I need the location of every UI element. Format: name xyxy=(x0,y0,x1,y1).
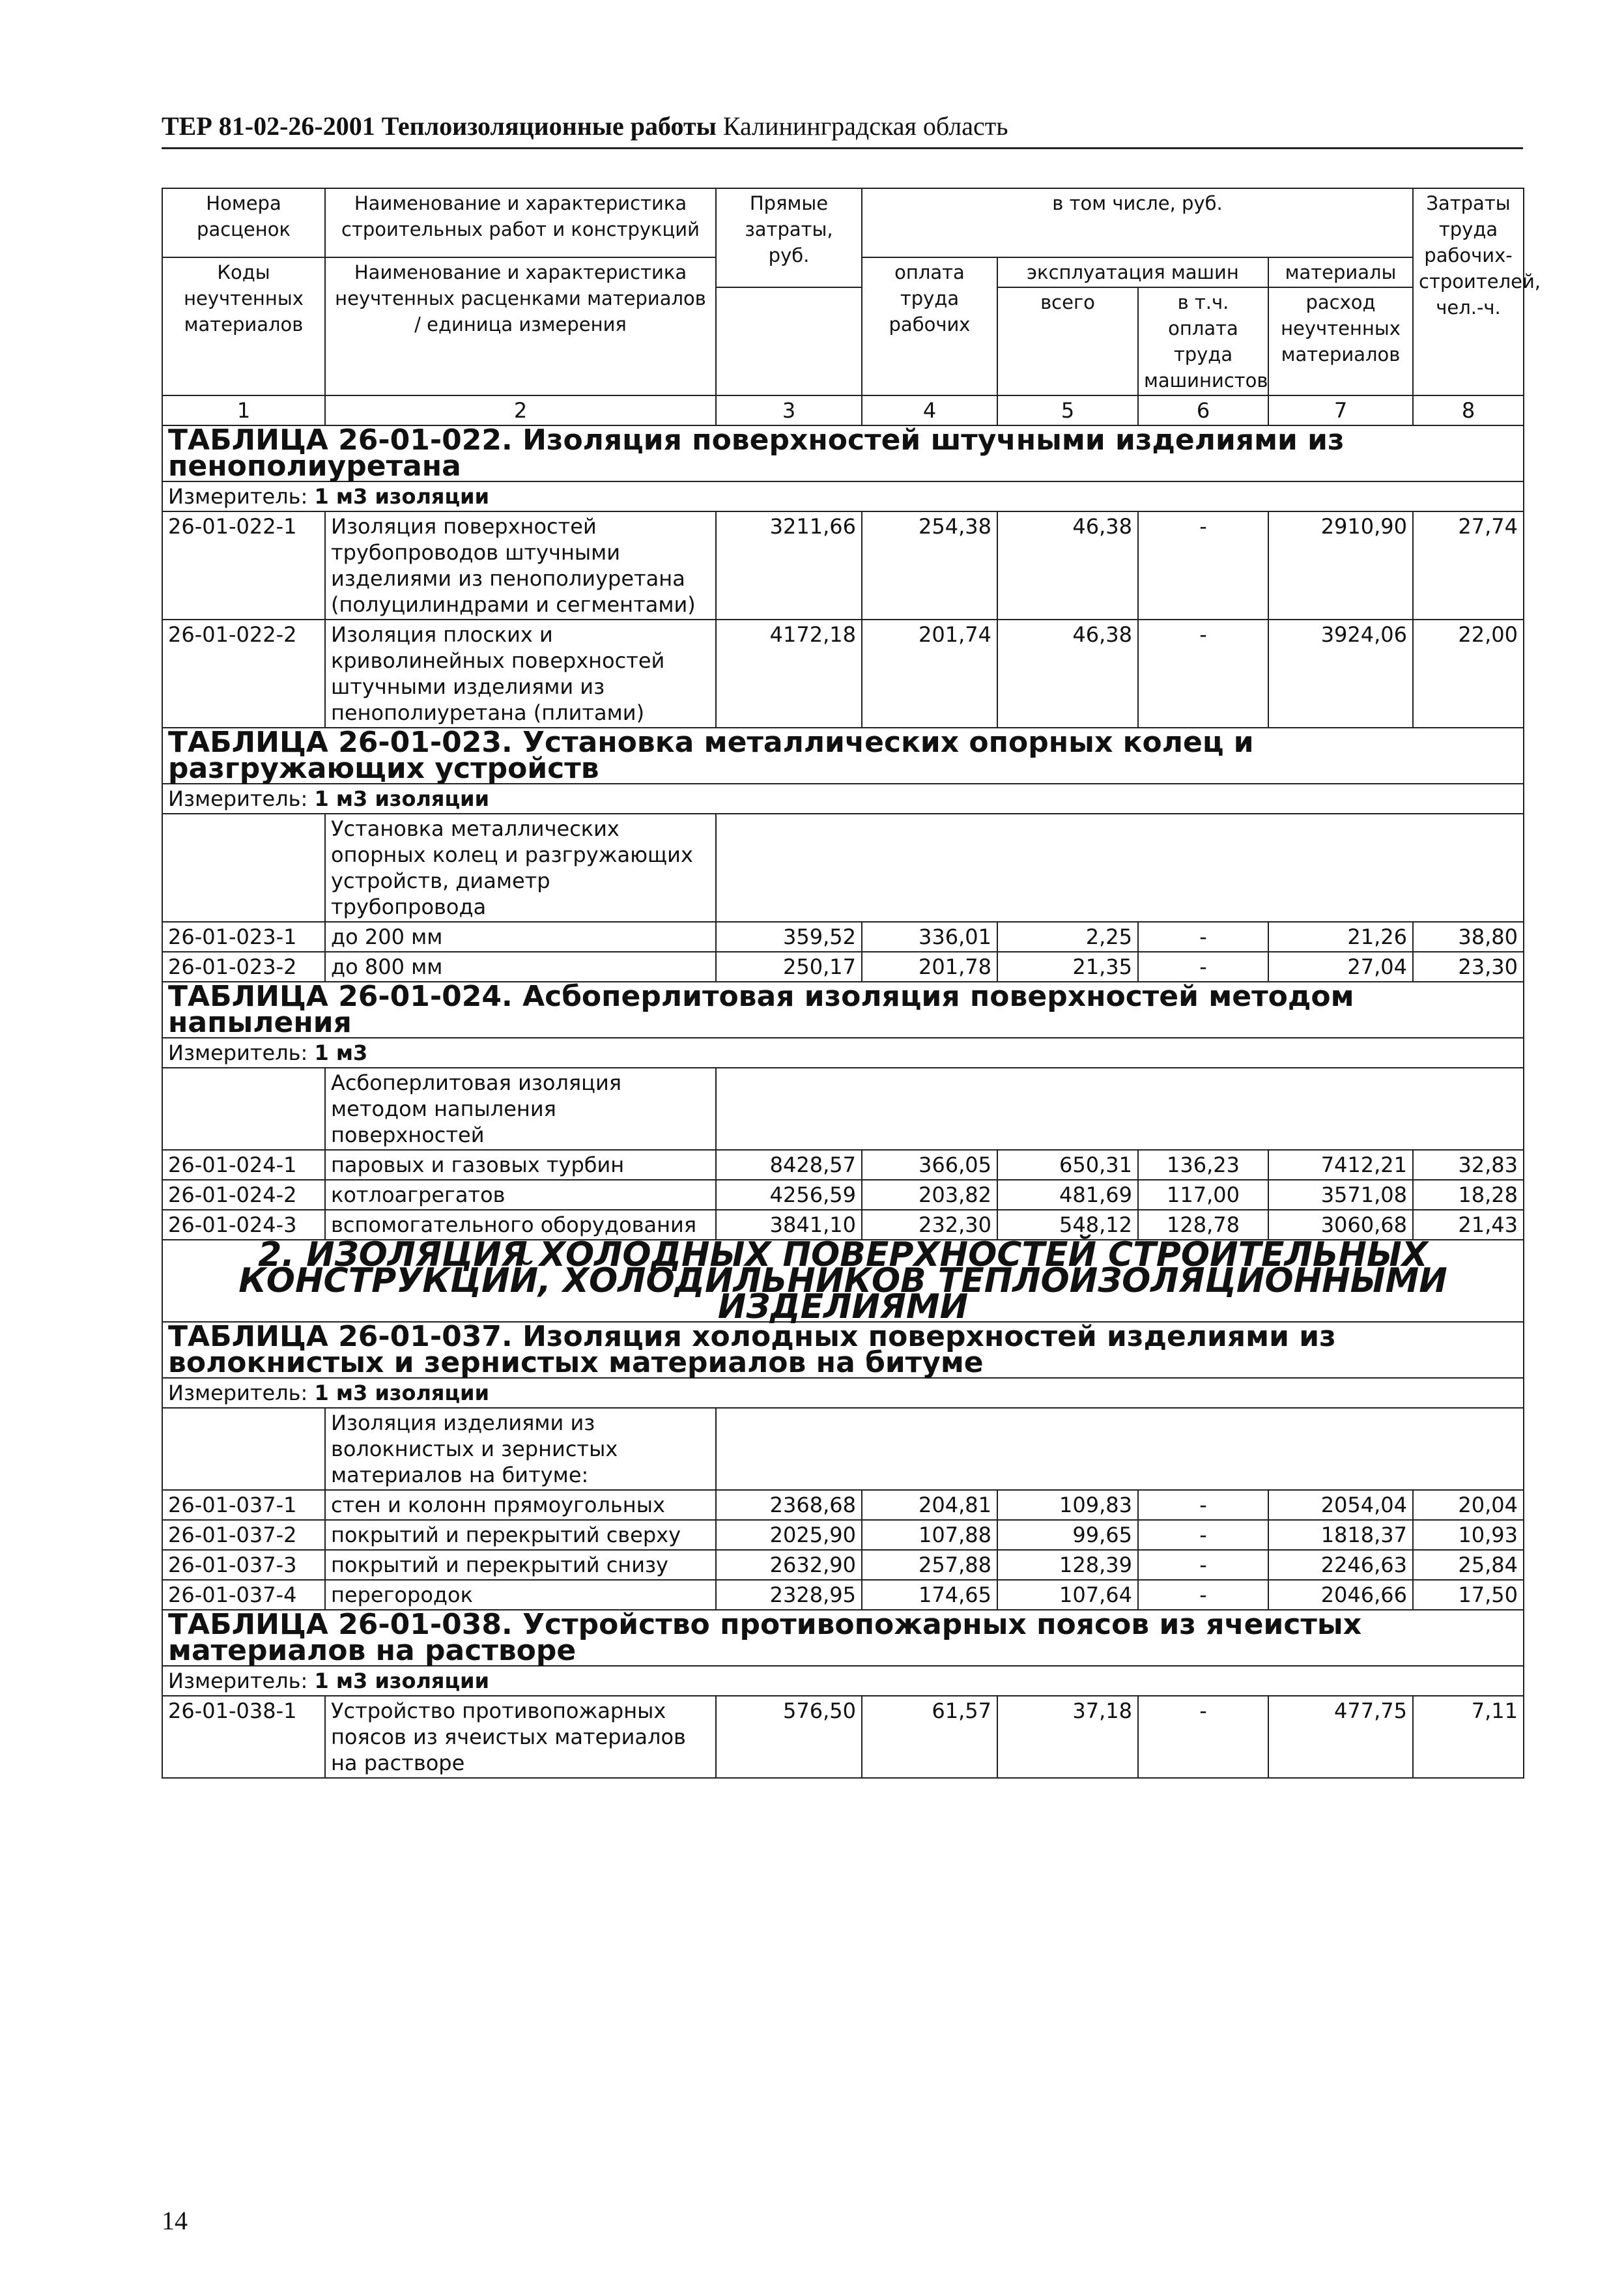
labor-pay: 232,30 xyxy=(862,1210,997,1240)
labor-hours: 10,93 xyxy=(1413,1520,1524,1550)
incl-header: в том числе, руб. xyxy=(862,188,1413,257)
header-title-bold: ТЕР 81-02-26-2001 Теплоизоляционные работы xyxy=(162,111,717,141)
labor-pay: 61,57 xyxy=(862,1696,997,1778)
meter-value: 1 м3 xyxy=(314,1040,368,1065)
column-number: 4 xyxy=(862,395,997,425)
group-empty-cell xyxy=(716,1408,1524,1490)
direct-costs: 2368,68 xyxy=(716,1490,862,1520)
table-section-title xyxy=(162,728,1524,784)
machines-total: 109,83 xyxy=(997,1490,1138,1520)
labor-pay: 254,38 xyxy=(862,511,997,620)
meter-row xyxy=(162,1378,1524,1408)
labor-pay: 366,05 xyxy=(862,1150,997,1180)
section-title-text: Устройство противопожарных поясов из ячеистых материалов на растворе xyxy=(168,1608,1362,1667)
labor-hours: 25,84 xyxy=(1413,1550,1524,1580)
rate-code: 26-01-038-1 xyxy=(162,1696,325,1778)
column-number: 8 xyxy=(1413,395,1524,425)
col6-header: в т.ч. оплата труда машинистов xyxy=(1138,287,1268,395)
col4-header: оплата труда рабочих xyxy=(862,257,997,395)
group-label: Изоляция изделиями из волокнистых и зернистых материалов на битуме: xyxy=(325,1408,716,1490)
machinist-pay: - xyxy=(1138,1580,1268,1610)
labor-pay: 174,65 xyxy=(862,1580,997,1610)
direct-costs: 4172,18 xyxy=(716,620,862,728)
section-prefix: ТАБЛИЦА xyxy=(168,1608,328,1641)
materials-cost: 3924,06 xyxy=(1268,620,1413,728)
table-section-title-row xyxy=(162,1322,1524,1378)
materials-cost: 1818,37 xyxy=(1268,1520,1413,1550)
labor-pay: 201,74 xyxy=(862,620,997,728)
labor-hours: 18,28 xyxy=(1413,1180,1524,1210)
machinist-pay: - xyxy=(1138,1520,1268,1550)
group-empty-cell xyxy=(162,1408,325,1490)
machinist-pay: - xyxy=(1138,620,1268,728)
machinist-pay: - xyxy=(1138,922,1268,952)
table-section-title xyxy=(162,982,1524,1038)
table-row xyxy=(162,1520,1524,1550)
meter-label: Измеритель: xyxy=(168,1668,308,1693)
column-number: 7 xyxy=(1268,395,1413,425)
section-code: 26-01-038. xyxy=(338,1608,513,1641)
part-heading: 2. ИЗОЛЯЦИЯ ХОЛОДНЫХ ПОВЕРХНОСТЕЙ СТРОИТЕЛЬНЫХ КОНСТРУКЦИЙ, ХОЛОДИЛЬНИКОВ ТЕПЛОИЗОЛЯЦИОННЫМИ ИЗДЕЛИЯМИ xyxy=(162,1240,1524,1322)
rate-name: перегородок xyxy=(325,1580,716,1610)
meter-label: Измеритель: xyxy=(168,786,308,811)
machinist-pay: 117,00 xyxy=(1138,1180,1268,1210)
machinist-pay: - xyxy=(1138,1490,1268,1520)
meter-cell xyxy=(162,481,1524,511)
meter-cell xyxy=(162,1666,1524,1696)
labor-pay: 257,88 xyxy=(862,1550,997,1580)
meter-label: Измеритель: xyxy=(168,1040,308,1065)
rate-name: паровых и газовых турбин xyxy=(325,1150,716,1180)
rates-table xyxy=(162,188,1541,1779)
col2-top-header: Наименование и характеристика строительных работ и конструкций xyxy=(325,188,716,257)
page-number: 14 xyxy=(162,2206,188,2235)
group-empty-cell xyxy=(162,1068,325,1150)
table-section-title-row xyxy=(162,728,1524,784)
part-heading-row xyxy=(162,1240,1524,1322)
col3-header: Прямые затраты, руб. xyxy=(716,188,862,287)
col2-bottom-header: Наименование и характеристика неучтенных расценками материалов / единица измерения xyxy=(325,257,716,395)
meter-value: 1 м3 изоляции xyxy=(314,484,489,509)
machines-total: 37,18 xyxy=(997,1696,1138,1778)
col3-header-spacer xyxy=(716,287,862,395)
col8-header: Затраты труда рабочих-строителей, чел.-ч. xyxy=(1413,188,1524,395)
col7-header: расход неучтенных материалов xyxy=(1268,287,1413,395)
table-row xyxy=(162,922,1524,952)
rate-name: до 200 мм xyxy=(325,922,716,952)
section-code: 26-01-024. xyxy=(338,980,513,1013)
rate-name: Изоляция поверхностей трубопроводов штучными изделиями из пенополиуретана (полуцилиндрами и сегментами) xyxy=(325,511,716,620)
section-title-text: Установка металлических опорных колец и разгружающих устройств xyxy=(168,726,1254,785)
machinist-pay: - xyxy=(1138,952,1268,982)
direct-costs: 2632,90 xyxy=(716,1550,862,1580)
section-code: 26-01-022. xyxy=(338,423,513,457)
column-number: 3 xyxy=(716,395,862,425)
rate-name: Устройство противопожарных поясов из ячеистых материалов на растворе xyxy=(325,1696,716,1778)
rate-code: 26-01-024-3 xyxy=(162,1210,325,1240)
table-section-title-row xyxy=(162,982,1524,1038)
materials-header: материалы xyxy=(1268,257,1413,287)
group-label: Установка металлических опорных колец и разгружающих устройств, диаметр трубопровода xyxy=(325,814,716,922)
page-header xyxy=(162,109,1523,149)
column-number: 5 xyxy=(997,395,1138,425)
labor-pay: 203,82 xyxy=(862,1180,997,1210)
rate-name: Изоляция плоских и криволинейных поверхностей штучными изделиями из пенополиуретана (плитами) xyxy=(325,620,716,728)
machines-total: 2,25 xyxy=(997,922,1138,952)
machinist-pay: - xyxy=(1138,511,1268,620)
table-row xyxy=(162,1180,1524,1210)
section-title-text: Изоляция поверхностей штучными изделиями из пенополиуретана xyxy=(168,423,1345,483)
column-number: 1 xyxy=(162,395,325,425)
rate-name: до 800 мм xyxy=(325,952,716,982)
section-title-text: Изоляция холодных поверхностей изделиями из волокнистых и зернистых материалов на битуме xyxy=(168,1320,1336,1379)
direct-costs: 2025,90 xyxy=(716,1520,862,1550)
machinist-pay: - xyxy=(1138,1696,1268,1778)
meter-cell xyxy=(162,1038,1524,1068)
machinist-pay: 128,78 xyxy=(1138,1210,1268,1240)
meter-row xyxy=(162,481,1524,511)
materials-cost: 27,04 xyxy=(1268,952,1413,982)
rate-code: 26-01-037-2 xyxy=(162,1520,325,1550)
section-code: 26-01-037. xyxy=(338,1320,513,1353)
labor-hours: 17,50 xyxy=(1413,1580,1524,1610)
labor-pay: 201,78 xyxy=(862,952,997,982)
group-row xyxy=(162,1408,1524,1490)
col1-top-header: Номера расценок xyxy=(162,188,325,257)
meter-value: 1 м3 изоляции xyxy=(314,1668,489,1693)
direct-costs: 3211,66 xyxy=(716,511,862,620)
table-section-title xyxy=(162,425,1524,481)
table-section-title xyxy=(162,1610,1524,1666)
machines-total: 128,39 xyxy=(997,1550,1138,1580)
materials-cost: 477,75 xyxy=(1268,1696,1413,1778)
materials-cost: 2054,04 xyxy=(1268,1490,1413,1520)
materials-cost: 2246,63 xyxy=(1268,1550,1413,1580)
meter-cell xyxy=(162,1378,1524,1408)
machines-total: 107,64 xyxy=(997,1580,1138,1610)
group-empty-cell xyxy=(716,814,1524,922)
machines-total: 481,69 xyxy=(997,1180,1138,1210)
rate-name: покрытий и перекрытий сверху xyxy=(325,1520,716,1550)
labor-hours: 23,30 xyxy=(1413,952,1524,982)
section-prefix: ТАБЛИЦА xyxy=(168,980,328,1013)
labor-hours: 32,83 xyxy=(1413,1150,1524,1180)
machines-total: 650,31 xyxy=(997,1150,1138,1180)
table-row xyxy=(162,1550,1524,1580)
direct-costs: 2328,95 xyxy=(716,1580,862,1610)
group-row xyxy=(162,814,1524,922)
group-empty-cell xyxy=(162,814,325,922)
rate-name: покрытий и перекрытий снизу xyxy=(325,1550,716,1580)
table-body xyxy=(162,425,1524,1778)
machines-total: 46,38 xyxy=(997,511,1138,620)
table-section-title-row xyxy=(162,425,1524,481)
machinist-pay: - xyxy=(1138,1550,1268,1580)
column-numbers-row xyxy=(162,395,1524,425)
header-title-regular: Калининградская область xyxy=(722,111,1008,141)
table-row xyxy=(162,1490,1524,1520)
labor-hours: 22,00 xyxy=(1413,620,1524,728)
section-prefix: ТАБЛИЦА xyxy=(168,423,328,457)
table-head xyxy=(162,188,1541,425)
machines-total: 99,65 xyxy=(997,1520,1138,1550)
machinist-pay: 136,23 xyxy=(1138,1150,1268,1180)
rate-code: 26-01-022-2 xyxy=(162,620,325,728)
machines-header: эксплуатация машин xyxy=(997,257,1268,287)
meter-value: 1 м3 изоляции xyxy=(314,1381,489,1405)
rate-code: 26-01-037-3 xyxy=(162,1550,325,1580)
direct-costs: 3841,10 xyxy=(716,1210,862,1240)
labor-pay: 336,01 xyxy=(862,922,997,952)
rate-code: 26-01-023-2 xyxy=(162,952,325,982)
table-row xyxy=(162,952,1524,982)
rate-code: 26-01-024-1 xyxy=(162,1150,325,1180)
rate-code: 26-01-037-1 xyxy=(162,1490,325,1520)
direct-costs: 250,17 xyxy=(716,952,862,982)
section-prefix: ТАБЛИЦА xyxy=(168,726,328,759)
direct-costs: 576,50 xyxy=(716,1696,862,1778)
column-number: 6 xyxy=(1138,395,1268,425)
group-row xyxy=(162,1068,1524,1150)
rate-name: стен и колонн прямоугольных xyxy=(325,1490,716,1520)
section-title-text: Асбоперлитовая изоляция поверхностей методом напыления xyxy=(168,980,1354,1039)
meter-label: Измеритель: xyxy=(168,1381,308,1405)
meter-label: Измеритель: xyxy=(168,484,308,509)
section-prefix: ТАБЛИЦА xyxy=(168,1320,328,1353)
meter-row xyxy=(162,1666,1524,1696)
machines-total: 21,35 xyxy=(997,952,1138,982)
rate-code: 26-01-022-1 xyxy=(162,511,325,620)
table-section-title-row xyxy=(162,1610,1524,1666)
table-row xyxy=(162,511,1524,620)
materials-cost: 2046,66 xyxy=(1268,1580,1413,1610)
meter-row xyxy=(162,784,1524,814)
meter-cell xyxy=(162,784,1524,814)
labor-hours: 38,80 xyxy=(1413,922,1524,952)
meter-value: 1 м3 изоляции xyxy=(314,786,489,811)
direct-costs: 8428,57 xyxy=(716,1150,862,1180)
direct-costs: 359,52 xyxy=(716,922,862,952)
materials-cost: 3060,68 xyxy=(1268,1210,1413,1240)
table-row xyxy=(162,620,1524,728)
materials-cost: 3571,08 xyxy=(1268,1180,1413,1210)
table-row xyxy=(162,1150,1524,1180)
labor-hours: 21,43 xyxy=(1413,1210,1524,1240)
column-number: 2 xyxy=(325,395,716,425)
rate-code: 26-01-023-1 xyxy=(162,922,325,952)
rate-code: 26-01-037-4 xyxy=(162,1580,325,1610)
group-label: Асбоперлитовая изоляция методом напыления поверхностей xyxy=(325,1068,716,1150)
table-row xyxy=(162,1580,1524,1610)
labor-pay: 107,88 xyxy=(862,1520,997,1550)
direct-costs: 4256,59 xyxy=(716,1180,862,1210)
group-empty-cell xyxy=(716,1068,1524,1150)
machines-total: 46,38 xyxy=(997,620,1138,728)
section-code: 26-01-023. xyxy=(338,726,513,759)
labor-pay: 204,81 xyxy=(862,1490,997,1520)
col5-header: всего xyxy=(997,287,1138,395)
rate-name: вспомогательного оборудования xyxy=(325,1210,716,1240)
labor-hours: 20,04 xyxy=(1413,1490,1524,1520)
materials-cost: 7412,21 xyxy=(1268,1150,1413,1180)
table-section-title xyxy=(162,1322,1524,1378)
labor-hours: 27,74 xyxy=(1413,511,1524,620)
col1-bottom-header: Коды неучтенных материалов xyxy=(162,257,325,395)
rate-code: 26-01-024-2 xyxy=(162,1180,325,1210)
rate-name: котлоагрегатов xyxy=(325,1180,716,1210)
table-row xyxy=(162,1696,1524,1778)
labor-hours: 7,11 xyxy=(1413,1696,1524,1778)
materials-cost: 2910,90 xyxy=(1268,511,1413,620)
meter-row xyxy=(162,1038,1524,1068)
machines-total: 548,12 xyxy=(997,1210,1138,1240)
materials-cost: 21,26 xyxy=(1268,922,1413,952)
